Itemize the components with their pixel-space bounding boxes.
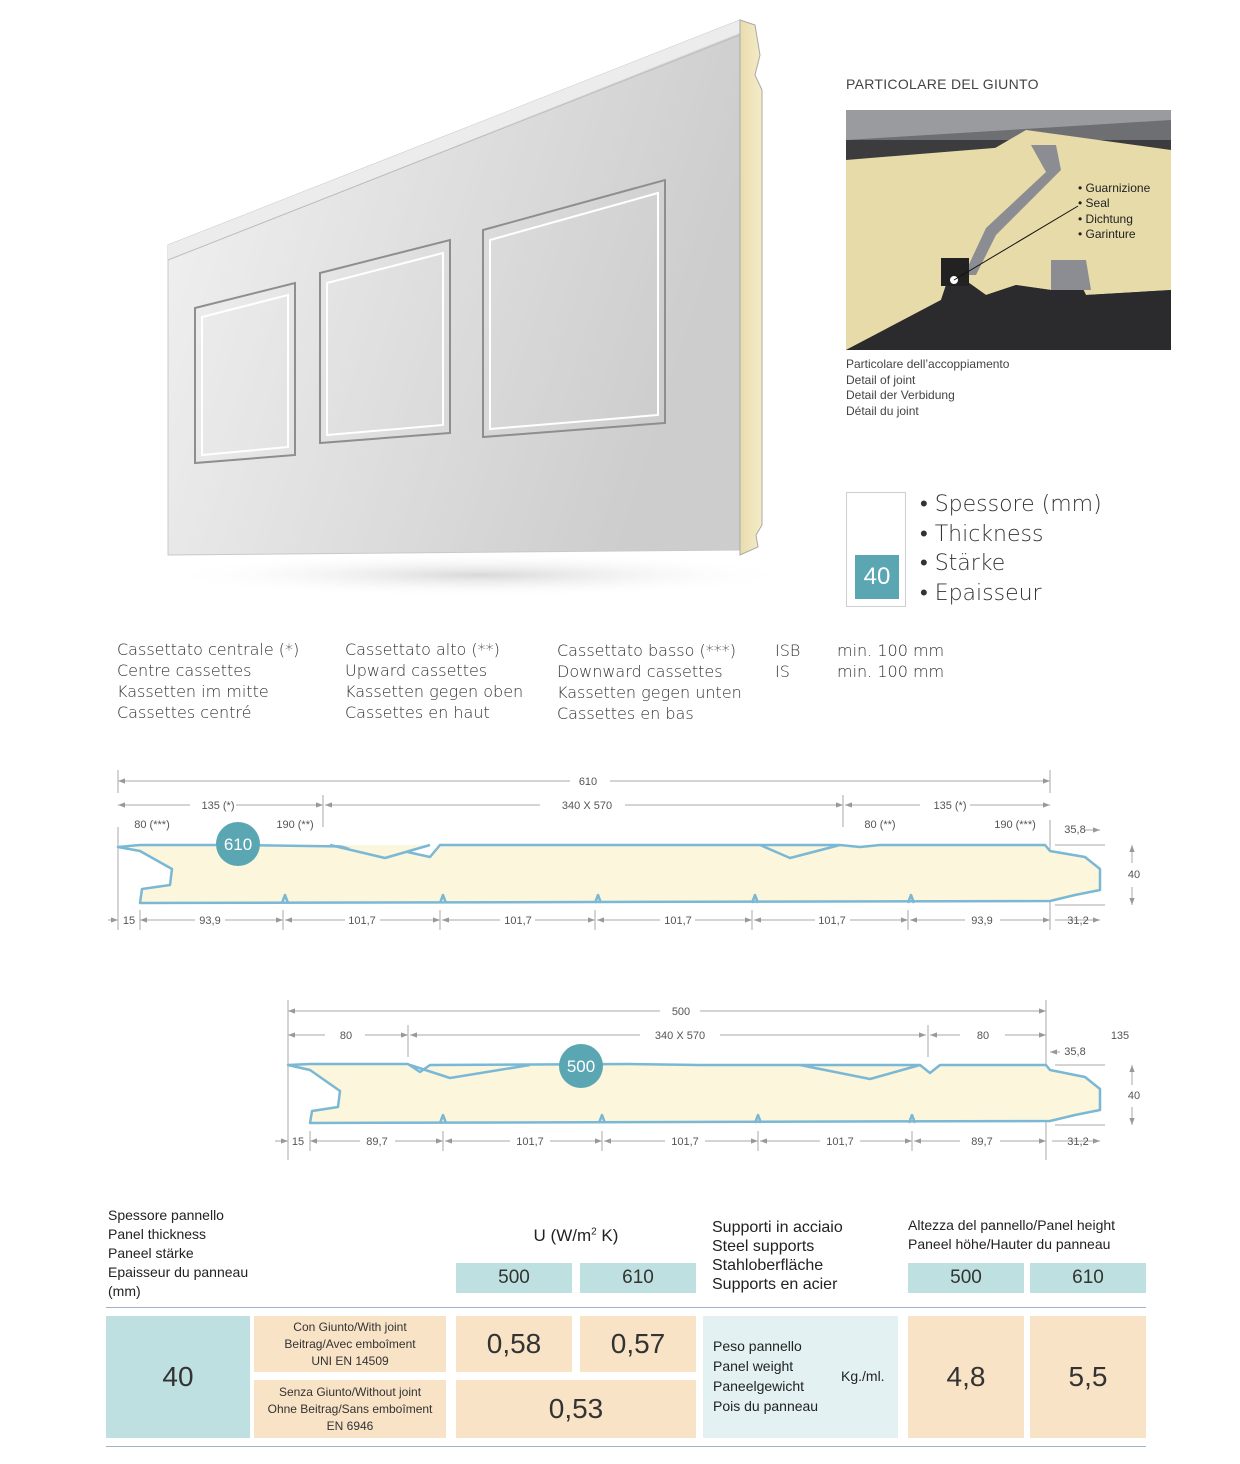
dim-label: 340 X 570 xyxy=(654,1030,706,1042)
seal-label: • Garinture xyxy=(1078,227,1136,241)
label-line: Pois du panneau xyxy=(713,1398,819,1414)
dim-label: 340 X 570 xyxy=(561,800,613,812)
weight-labels xyxy=(713,1336,818,1416)
without-joint-label xyxy=(254,1380,446,1438)
dim-label: 80 xyxy=(976,1030,990,1042)
dim-label: 190 (**) xyxy=(276,819,314,831)
dim-label: 190 (***) xyxy=(994,819,1036,831)
u-header-text: U (W/m xyxy=(533,1226,592,1245)
dim-label: 101,7 xyxy=(348,915,376,927)
header-line: Spessore pannello xyxy=(108,1207,224,1223)
dim-label: 80 (***) xyxy=(134,819,170,831)
dim-label: 40 xyxy=(1127,1090,1140,1102)
label-line: UNI EN 14509 xyxy=(311,1353,389,1368)
label-line: Paneelgewicht xyxy=(713,1378,805,1394)
panel-illustration xyxy=(150,15,790,605)
label-line: Panel weight xyxy=(713,1358,794,1374)
joint-caption xyxy=(846,357,1009,419)
dim-label: 500 xyxy=(671,1006,691,1018)
header-line: Stahloberfläche xyxy=(712,1257,824,1274)
table-thickness-value: 40 xyxy=(106,1316,250,1438)
legend-downward xyxy=(557,640,742,724)
legend-central xyxy=(117,639,299,723)
dim-label: 101,7 xyxy=(504,915,532,927)
legend-line: Cassettato centrale (*) xyxy=(117,640,300,659)
dim-label: 15 xyxy=(291,1136,305,1148)
legend-line: Kassetten gegen oben xyxy=(345,682,524,701)
dim-label: 80 (**) xyxy=(864,819,896,831)
height-col-610: 610 xyxy=(1030,1263,1146,1293)
u-col-500: 500 xyxy=(456,1263,572,1293)
dim-label: 31,2 xyxy=(1067,915,1089,927)
height-col-500: 500 xyxy=(908,1263,1024,1293)
legend-line: Centre cassettes xyxy=(117,661,252,680)
legend-line: Cassettes en bas xyxy=(557,704,694,723)
weight-cell xyxy=(703,1316,898,1438)
clearance-value: min. 100 mm xyxy=(837,662,945,681)
dim-label: 101,7 xyxy=(826,1136,854,1148)
dim-label: 135 xyxy=(1110,1030,1130,1042)
height-header xyxy=(908,1216,1115,1254)
header-line: Epaisseur du panneau xyxy=(108,1264,249,1280)
caption-line: Détail du joint xyxy=(846,403,919,418)
dim-label: 40 xyxy=(1127,869,1140,881)
dim-label: 610 xyxy=(578,776,598,788)
label-line: Beitrag/Avec emboîment xyxy=(284,1336,416,1351)
thickness-badge: 40 xyxy=(855,555,899,599)
dim-label: 89,7 xyxy=(971,1136,993,1148)
header-line: Steel supports xyxy=(712,1238,815,1255)
label-line: Ohne Beitrag/Sans emboîment xyxy=(267,1401,433,1416)
label-line: Senza Giunto/Without joint xyxy=(278,1384,422,1399)
panel-section-500 xyxy=(100,995,1140,1160)
dim-label: 101,7 xyxy=(664,915,692,927)
dim-label: 80 xyxy=(339,1030,353,1042)
label-line: Con Giunto/With joint xyxy=(293,1319,407,1334)
thickness-label: • Stärke xyxy=(920,551,1006,576)
dim-label: 93,9 xyxy=(199,915,221,927)
legend-line: Cassettes centré xyxy=(117,703,252,722)
legend-line: Upward cassettes xyxy=(345,661,488,680)
legend-line: Kassetten im mitte xyxy=(117,682,269,701)
dim-label: 35,8 xyxy=(1064,824,1086,836)
clearance-codes xyxy=(775,640,800,682)
u-with-joint-500: 0,58 xyxy=(456,1316,572,1372)
u-col-610: 610 xyxy=(580,1263,696,1293)
thickness-label: • Spessore (mm) xyxy=(920,492,1102,517)
dim-label: 101,7 xyxy=(818,915,846,927)
dim-label: 101,7 xyxy=(671,1136,699,1148)
legend-line: Cassettato alto (**) xyxy=(345,640,500,659)
clearance-code: ISB xyxy=(775,641,801,660)
legend-line: Cassettes en haut xyxy=(345,703,490,722)
dim-label: 35,8 xyxy=(1064,1046,1086,1058)
u-without-joint: 0,53 xyxy=(456,1380,696,1438)
thickness-box xyxy=(846,492,906,607)
thickness-label: • Epaisseur xyxy=(920,580,1042,606)
header-line: Altezza del pannello/Panel height xyxy=(908,1217,1116,1233)
u-header-sup: 2 xyxy=(591,1226,597,1238)
seal-label: • Guarnizione xyxy=(1078,181,1151,195)
caption-line: Detail of joint xyxy=(846,372,916,387)
joint-detail-title: PARTICOLARE DEL GIUNTO xyxy=(846,76,1039,92)
header-line: Supporti in acciaio xyxy=(712,1219,843,1236)
seal-label: • Seal xyxy=(1078,196,1110,210)
legend-line: Cassettato basso (***) xyxy=(557,641,736,660)
header-line: Paneel stärke xyxy=(108,1245,194,1261)
header-line: Panel thickness xyxy=(108,1226,207,1242)
thickness-header xyxy=(108,1206,248,1301)
panel-section-610 xyxy=(100,765,1140,935)
table-rule-bottom xyxy=(106,1446,1146,1447)
legend-line: Downward cassettes xyxy=(557,662,723,681)
dim-label: 15 xyxy=(122,915,136,927)
dim-label: 31,2 xyxy=(1067,1136,1089,1148)
weight-unit: Kg./ml. xyxy=(841,1368,885,1384)
header-line: Supports en acier xyxy=(712,1276,838,1293)
thickness-label: • Thickness xyxy=(920,521,1044,547)
dim-label: 135 (*) xyxy=(201,800,235,812)
weight-500: 4,8 xyxy=(908,1316,1024,1438)
clearance-value: min. 100 mm xyxy=(837,641,945,660)
thickness-labels xyxy=(920,490,1102,608)
clearance-values xyxy=(837,640,944,682)
table-rule-top xyxy=(106,1307,1146,1308)
dim-label: 93,9 xyxy=(971,915,993,927)
header-line: Paneel höhe/Hauter du panneau xyxy=(908,1236,1111,1252)
dim-label: 135 (*) xyxy=(933,800,967,812)
u-header xyxy=(456,1226,696,1246)
header-line: (mm) xyxy=(108,1283,141,1299)
diagram-badge: 500 xyxy=(566,1057,596,1076)
u-header-tail: K) xyxy=(596,1226,619,1245)
joint-detail-image xyxy=(846,110,1171,350)
caption-line: Detail der Verbidung xyxy=(846,388,955,402)
caption-line: Particolare dell’accoppiamento xyxy=(846,357,1010,371)
weight-610: 5,5 xyxy=(1030,1316,1146,1438)
diagram-badge: 610 xyxy=(223,835,253,854)
legend-line: Kassetten gegen unten xyxy=(557,683,742,702)
with-joint-label xyxy=(254,1316,446,1372)
steel-header xyxy=(712,1218,843,1294)
label-line: EN 6946 xyxy=(326,1418,374,1433)
legend-upward xyxy=(345,639,523,723)
dim-label: 89,7 xyxy=(366,1136,388,1148)
seal-label: • Dichtung xyxy=(1078,212,1133,226)
dim-label: 101,7 xyxy=(516,1136,544,1148)
u-with-joint-610: 0,57 xyxy=(580,1316,696,1372)
label-line: Peso pannello xyxy=(713,1338,802,1354)
clearance-code: IS xyxy=(775,662,790,681)
